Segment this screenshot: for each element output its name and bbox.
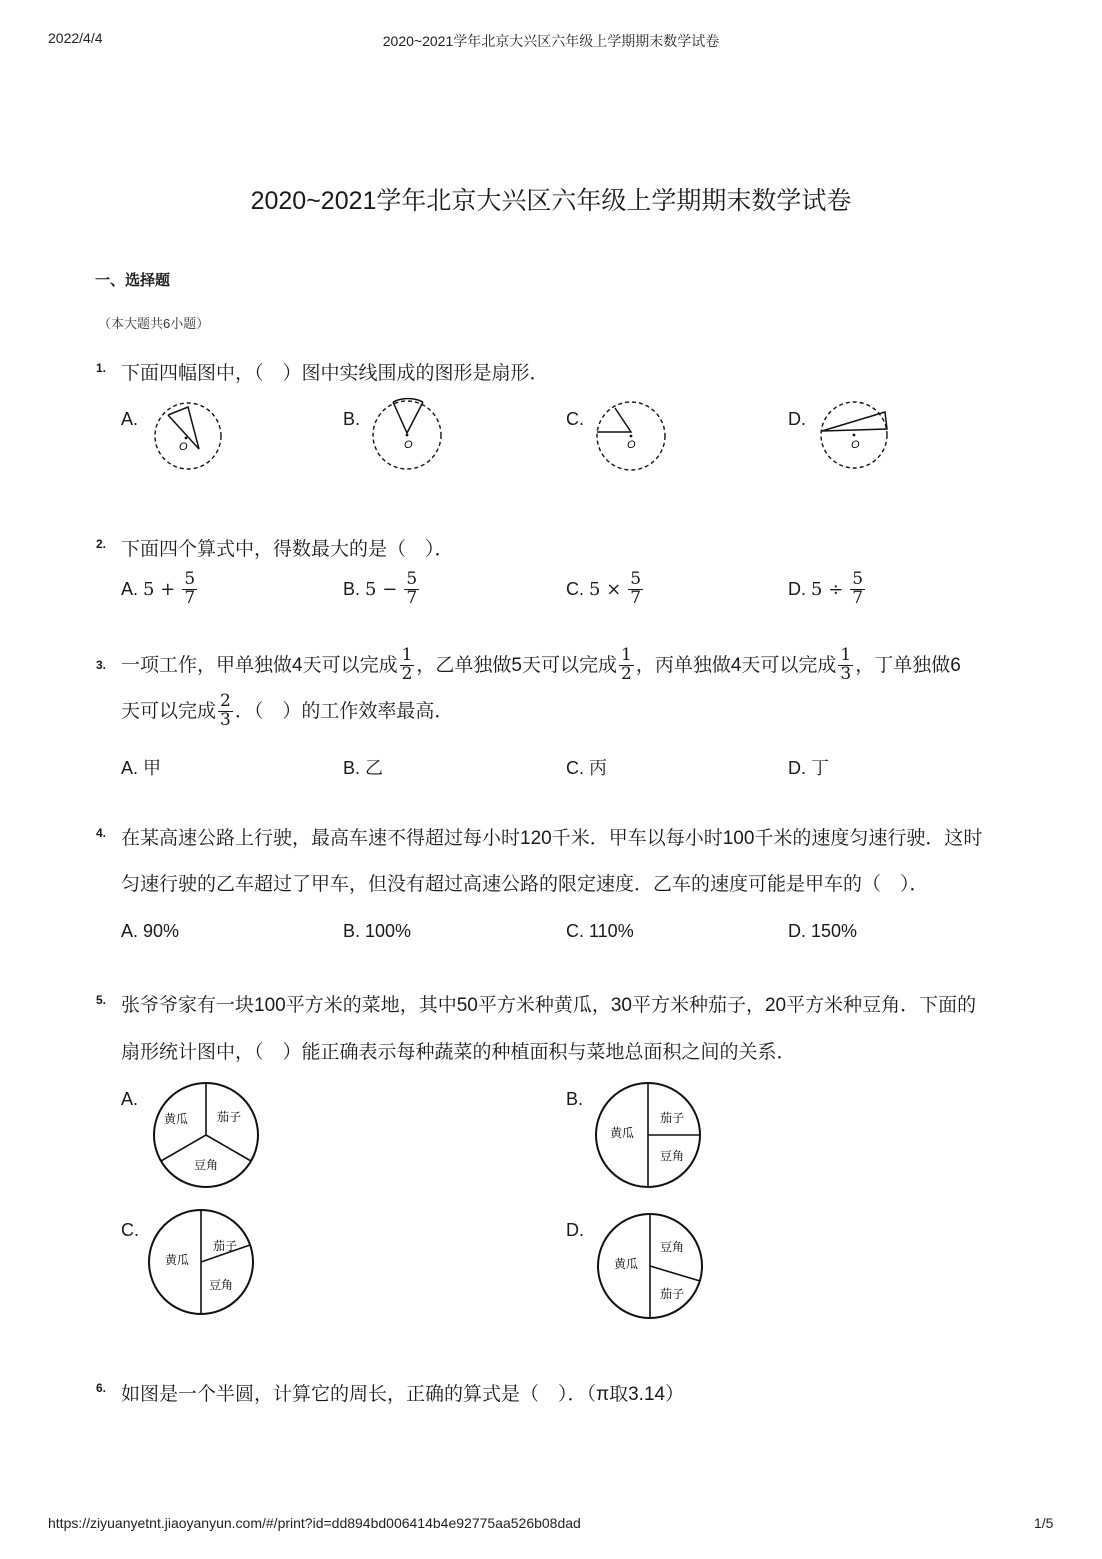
section-heading: 一、选择题 [95, 272, 171, 289]
option-label[interactable]: A. [121, 1089, 139, 1109]
sector-figure-b [369, 398, 449, 474]
pie-label-cucumber: 黄瓜 [610, 1126, 635, 1140]
center-label: O [851, 439, 860, 451]
pie-label-eggplant: 茄子 [660, 1111, 685, 1125]
option-label[interactable]: A. 90% [121, 921, 180, 941]
fraction: $\frac{1}{2}$ [401, 645, 413, 684]
sector-figure-a [148, 398, 228, 474]
option-label: D. [788, 578, 806, 599]
option-c[interactable] [566, 571, 645, 608]
option-label[interactable]: B. 100% [343, 921, 412, 941]
footer-page-number: 1/5 [1034, 1515, 1054, 1531]
pie-chart-d [595, 1211, 707, 1323]
question-number: 3. [96, 658, 107, 672]
pie-chart-a [150, 1079, 262, 1191]
option-label[interactable]: C. 丙 [566, 758, 608, 778]
pie-chart-b [593, 1080, 705, 1192]
option-label: C. [566, 578, 584, 599]
option-label[interactable]: B. [566, 1089, 584, 1109]
option-expression: 5 × [589, 578, 622, 600]
option-expression: 5 − [365, 578, 398, 600]
header-date: 2022/4/4 [48, 30, 103, 46]
question-number: 2. [96, 537, 107, 551]
center-label: O [179, 441, 188, 453]
pie-label-bean: 豆角 [194, 1158, 219, 1172]
fraction: $\frac{1}{3}$ [840, 645, 852, 684]
option-label[interactable]: A. 甲 [121, 758, 162, 778]
option-a[interactable] [121, 571, 199, 608]
question-text-line-2: 扇形统计图中，（ ）能正确表示每种蔬菜的种植面积与菜地总面积之间的关系． [121, 1042, 796, 1063]
option-b[interactable] [343, 571, 421, 608]
option-label[interactable]: A. [121, 409, 139, 429]
option-label: B. [343, 578, 361, 599]
option-label[interactable]: D. 150% [788, 921, 858, 941]
footer-url[interactable]: https://ziyuanyetnt.jiaoyanyun.com/#/print?id=dd894bd006414b4e92775aa526b08dad [48, 1515, 581, 1531]
option-label[interactable]: B. 乙 [343, 758, 384, 778]
page-title: 2020~2021学年北京大兴区六年级上学期期末数学试卷 [250, 187, 852, 215]
pie-label-eggplant: 茄子 [213, 1239, 238, 1253]
pie-label-eggplant: 茄子 [217, 1110, 242, 1124]
option-label[interactable]: D. [788, 409, 806, 429]
pie-label-eggplant: 茄子 [660, 1287, 685, 1301]
section-note: （本大题共6小题） [98, 316, 210, 331]
center-label: O [404, 439, 413, 451]
option-label[interactable]: D. [566, 1220, 584, 1240]
option-label[interactable]: C. [566, 409, 584, 429]
fraction: $\frac{5}{7}$ [406, 569, 418, 608]
question-number: 6. [96, 1381, 107, 1395]
option-expression: 5 + [143, 578, 176, 600]
question-text: 下面四幅图中，（ ）图中实线围成的图形是扇形． [121, 363, 549, 384]
header-doc-title: 2020~2021学年北京大兴区六年级上学期期末数学试卷 [382, 33, 720, 49]
pie-label-cucumber: 黄瓜 [614, 1257, 639, 1271]
sector-figure-c [591, 398, 671, 474]
fraction: $\frac{5}{7}$ [630, 569, 642, 608]
option-label: A. [121, 578, 139, 599]
question-text: 如图是一个半圆，计算它的周长，正确的算式是（ ）．（π取3.14） [121, 1384, 685, 1405]
question-number: 4. [96, 826, 107, 840]
fraction: $\frac{1}{2}$ [620, 645, 632, 684]
question-number: 1. [96, 361, 107, 375]
pie-label-bean: 豆角 [660, 1149, 685, 1163]
pie-label-cucumber: 黄瓜 [165, 1253, 190, 1267]
pie-label-cucumber: 黄瓜 [164, 1112, 189, 1126]
fraction: $\frac{5}{7}$ [852, 569, 864, 608]
fraction: $\frac{5}{7}$ [184, 569, 196, 608]
question-text-line-2: 匀速行驶的乙车超过了甲车，但没有超过高速公路的限定速度．乙车的速度可能是甲车的（ ）． [121, 874, 929, 895]
pie-label-bean: 豆角 [209, 1278, 234, 1292]
sector-figure-d [815, 398, 895, 474]
question-text: 下面四个算式中，得数最大的是（ ）． [121, 539, 454, 560]
option-d[interactable] [788, 571, 867, 608]
option-expression: 5 ÷ [811, 578, 844, 600]
option-label[interactable]: B. [343, 409, 361, 429]
center-label: O [627, 439, 636, 451]
pie-label-bean: 豆角 [660, 1240, 685, 1254]
option-label[interactable]: C. 110% [566, 921, 634, 941]
question-text-line-1: 在某高速公路上行驶，最高车速不得超过每小时120千米．甲车以每小时100千米的速度匀速行驶．这时 [121, 828, 983, 849]
option-label[interactable]: C. [121, 1220, 139, 1240]
question-text-line-2: 天可以完成 $\frac{2}{3}$ ．（ ）的工作效率最高． [121, 691, 454, 730]
option-label[interactable]: D. 丁 [788, 758, 830, 778]
question-text-line-1: 一项工作，甲单独做4天可以完成 $\frac{1}{2}$ ，乙单独做5天可以完成 $\frac{1}{2}$ ，丙单独做4天可以完成 $\frac{1}{3}$ ，丁单独做6 [121, 645, 961, 684]
question-number: 5. [96, 993, 107, 1007]
question-text-line-1: 张爷爷家有一块100平方米的菜地，其中50平方米种黄瓜，30平方米种茄子，20平方米种豆角．下面的 [121, 995, 977, 1016]
pie-chart-c [146, 1207, 258, 1319]
fraction: $\frac{2}{3}$ [220, 691, 231, 730]
